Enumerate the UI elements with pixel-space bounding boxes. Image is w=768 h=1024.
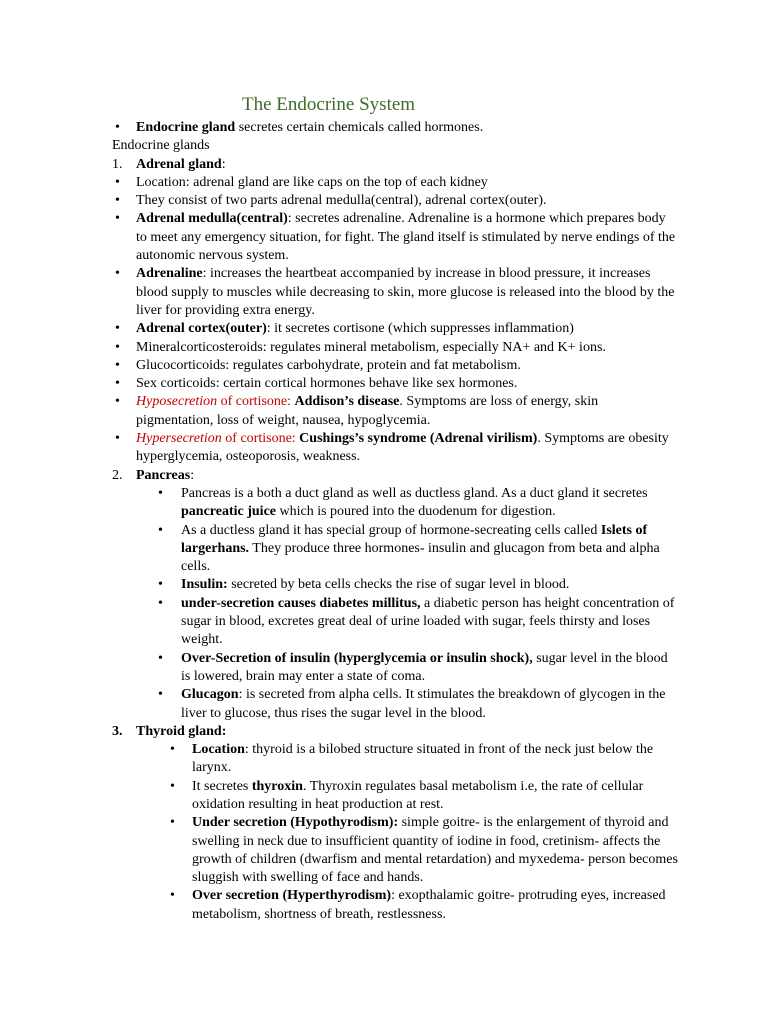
pancreas-item-duct: [112, 485, 678, 522]
glands-heading: Endocrine glands: [112, 138, 210, 154]
p6-b: : is secreted from alpha cells. It stimulates the breakdown of glycogen in the liver to glucose, thus rises the sugar level in the blood.: [181, 687, 666, 721]
adrenal-medulla: [112, 210, 678, 265]
cortex-text: : it secretes cortisone (which suppresses inflammation): [266, 321, 574, 337]
adrenal-number: 1.: [112, 156, 123, 172]
t4-term: Over secretion (Hyperthyrodism): [192, 888, 392, 904]
hyposecretion-rest: of cortisone:: [217, 394, 295, 410]
adrenal-heading-text: Adrenal gland: [136, 156, 222, 172]
intro-term: Endocrine gland: [136, 120, 236, 135]
t1-b: : thyroid is a bilobed structure situated in front of the neck just below the larynx.: [192, 742, 654, 776]
pancreas-item-insulin: [112, 576, 678, 594]
t1-term: Location: [192, 742, 245, 758]
intro-bullet: [112, 119, 678, 137]
t3-term: Under secretion (Hypothyrodism):: [192, 815, 399, 831]
page-title: The Endocrine System: [242, 94, 416, 115]
adrenaline: [112, 265, 678, 320]
pancreas-colon: :: [190, 467, 195, 483]
thyroid-number: 3.: [112, 723, 123, 739]
p2-a: As a ductless gland it has special group of hormone-secreating cells called: [181, 522, 601, 538]
thyroid-item-oversecretion: [112, 887, 678, 924]
hypersecretion: [112, 430, 678, 467]
cushings-text: . Symptoms are obesity hyperglycemia, osteoporosis, weakness.: [136, 431, 669, 465]
document-body: [112, 119, 678, 924]
p2-term: Islets of largerhans.: [181, 522, 648, 556]
p3-b: secreted by beta cells checks the rise of sugar level in blood.: [227, 577, 570, 593]
t4-b: : exopthalamic goitre- protruding eyes, increased metabolism, shortness of breath, restlessness.: [192, 888, 666, 922]
mineralcorticosteroids: • Mineralcorticosteroids: regulates mineral metabolism, especially NA+ and K+ ions.: [112, 339, 678, 357]
p4-b: a diabetic person has height concentration of sugar in blood, excretes great deal of urine loaded with sugar, feels thirsty and loses weight.: [181, 595, 675, 648]
pancreas-number: 2.: [112, 467, 123, 483]
p5-term: Over-Secretion of insulin (hyperglycemia or insulin shock),: [181, 650, 533, 666]
adrenal-parts: • They consist of two parts adrenal medulla(central), adrenal cortex(outer).: [112, 192, 678, 210]
pancreas-item-undersecretion: [112, 595, 678, 650]
cortex-term: Adrenal cortex(outer): [136, 321, 267, 337]
t2-term: thyroxin: [251, 778, 303, 794]
hypersecretion-label: Hypersecretion: [136, 431, 222, 447]
p1-term: pancreatic juice: [181, 504, 276, 520]
hyposecretion-label: Hyposecretion: [136, 394, 218, 410]
pancreas-item-oversecretion: [112, 650, 678, 687]
intro-text: secretes certain chemicals called hormones.: [235, 120, 484, 135]
hypersecretion-rest: of cortisone:: [221, 431, 300, 447]
p1-a: Pancreas is a both a duct gland as well as ductless gland. As a duct gland it secretes: [181, 485, 648, 501]
thyroid-heading: [112, 723, 678, 741]
t2-a: It secretes: [192, 778, 252, 794]
pancreas-item-islets: [112, 522, 678, 577]
t2-b: . Thyroxin regulates basal metabolism i.e, the rate of cellular oxidation resulting in heat production at rest.: [192, 778, 644, 812]
glucocorticoids: • Glucocorticoids: regulates carbohydrate, protein and fat metabolism.: [112, 357, 678, 375]
t3-b: simple goitre- is the enlargement of thyroid and swelling in neck due to insufficient quantity of iodine in food, cretinism- affects the growth of children (dwarfism and mental retardation) and myxedema- person becomes sluggish with swelling of face and hands.: [192, 815, 678, 886]
p5-b: sugar level in the blood is lowered, brain may enter a state of coma.: [181, 650, 668, 684]
thyroid-item-undersecretion: [112, 814, 678, 887]
thyroid-item-thyroxin: [112, 778, 678, 815]
medulla-term: Adrenal medulla(central): [136, 211, 288, 227]
pancreas-heading-text: Pancreas: [136, 467, 191, 483]
adrenal-location: • Location: adrenal gland are like caps on the top of each kidney: [112, 174, 678, 192]
p2-b: They produce three hormones- insulin and glucagon from beta and alpha cells.: [181, 540, 660, 575]
sex-corticoids: • Sex corticoids: certain cortical hormones behave like sex hormones.: [112, 375, 678, 393]
adrenal-colon: :: [221, 156, 226, 172]
thyroid-item-location: [112, 741, 678, 778]
hyposecretion: [112, 393, 678, 430]
thyroid-heading-text: Thyroid gland:: [136, 723, 227, 739]
pancreas-heading: [112, 467, 678, 485]
p3-term: Insulin:: [181, 577, 228, 593]
adrenaline-text: : increases the heartbeat accompanied by increase in blood pressure, it increases blood supply to muscles while decreasing to skin, more glucose is released into the blood by the liver for providing extra energy.: [136, 266, 675, 318]
adrenaline-term: Adrenaline: [136, 266, 203, 282]
adrenal-heading: [112, 156, 678, 174]
pancreas-item-glucagon: [112, 686, 678, 723]
cushings-term: Cushings’s syndrome (Adrenal virilism): [299, 431, 538, 447]
p4-term: under-secretion causes diabetes millitus,: [181, 595, 421, 611]
addisons-text: . Symptoms are loss of energy, skin pigmentation, loss of weight, nausea, hypoglycemia.: [136, 394, 599, 428]
p1-b: which is poured into the duodenum for digestion.: [276, 504, 556, 520]
adrenal-cortex: [112, 320, 678, 338]
medulla-text: : secretes adrenaline. Adrenaline is a hormone which prepares body to meet any emergency situation, for fight. The gland itself is stimulated by nerve endings of the autonomic nervous system.: [136, 211, 676, 264]
p6-term: Glucagon: [181, 687, 239, 703]
addisons-term: Addison’s disease: [294, 394, 400, 410]
